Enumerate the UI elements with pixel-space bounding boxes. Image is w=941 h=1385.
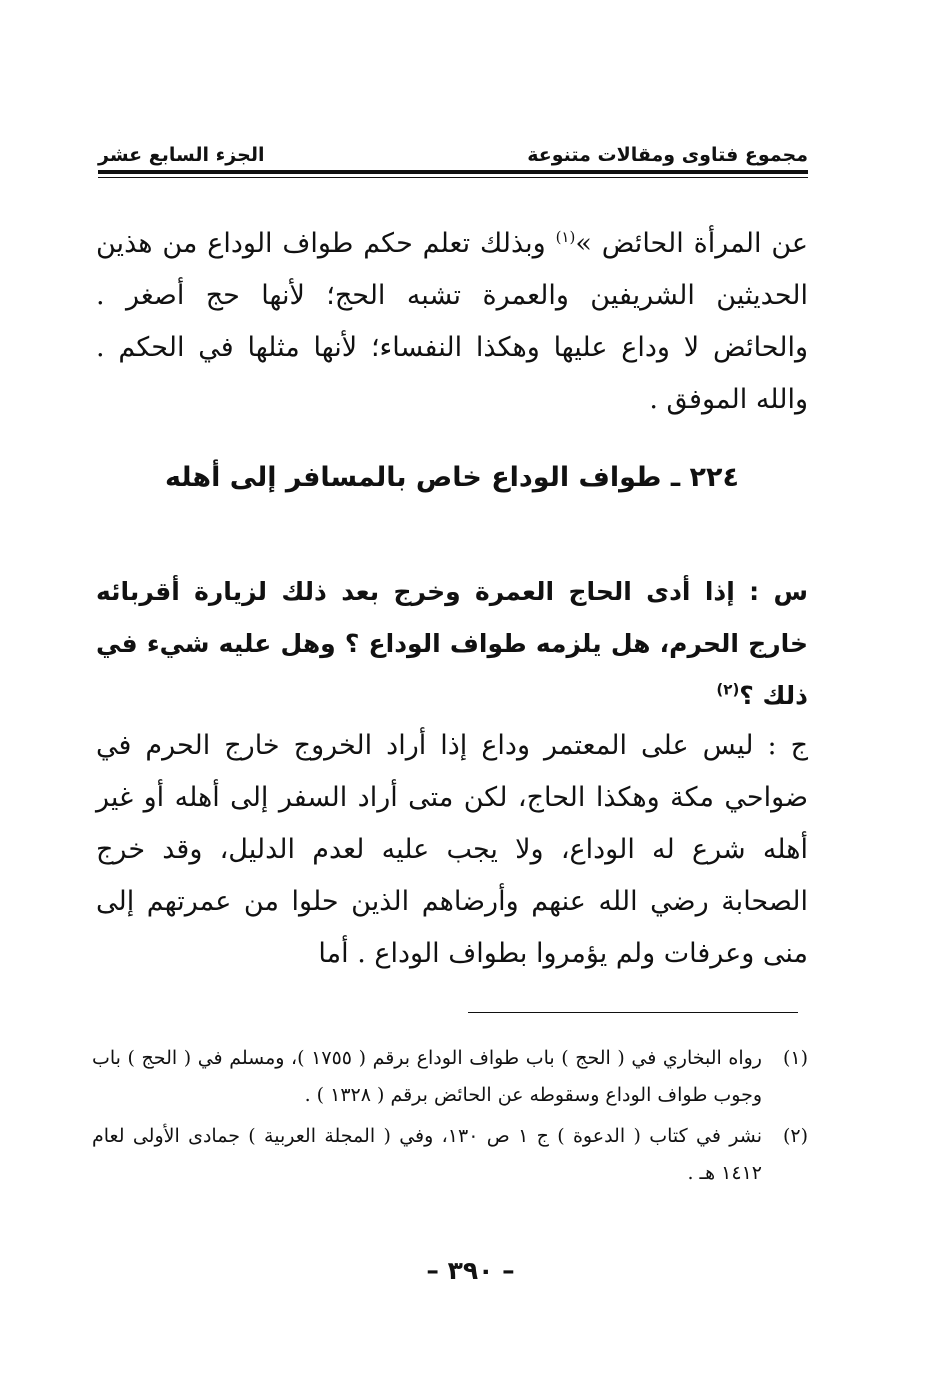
answer-paragraph: ج : ليس على المعتمر وداع إذا أراد الخروج خارج الحرم في ضواحي مكة وهكذا الحاج، لكن متى أراد السفر إلى أهله أو غير أهله شرع له الوداع، ولا يجب عليه لعدم الدليل، وقد خرج الصحابة رضي الله عنهم وأرضاهم الذين حلوا من عمرتهم إلى منى وعرفات ولم يؤمروا بطواف الوداع . أما (96, 730, 808, 969)
footnote-ref-1: (١) (555, 228, 576, 246)
footnote-number: (٢) (782, 1125, 808, 1147)
page-number: – ٣٩٠ – (426, 1256, 515, 1285)
question-text: س : إذا أدى الحاج العمرة وخرج بعد ذلك لزيارة أقربائه خارج الحرم، هل يلزمه طواف الوداع ؟ وهل عليه شيء في ذلك ؟ (96, 577, 808, 710)
paragraph-text-end: وبذلك تعلم حكم طواف الوداع من هذين الحديثين الشريفين والعمرة تشبه الحج؛ لأنها حج أصغر . والحائض لا وداع عليها وهكذا النفساء؛ لأنها مثلها في الحكم . والله الموفق . (96, 228, 808, 415)
section-heading: ٢٢٤ ـ طواف الوداع خاص بالمسافر إلى أهله (165, 462, 739, 493)
paragraph-text-start: عن المرأة الحائض » (575, 228, 808, 259)
question-paragraph (96, 566, 808, 722)
volume-label: الجزء السابع عشر (98, 144, 265, 166)
footnote-1 (92, 1040, 808, 1114)
footnote-separator (468, 1012, 798, 1013)
footnote-2 (92, 1118, 808, 1192)
footnote-number: (١) (782, 1047, 808, 1069)
running-header (98, 136, 808, 166)
footnotes (92, 1040, 808, 1196)
book-title: مجموع فتاوى ومقالات متنوعة (527, 144, 808, 166)
footnote-text: رواه البخاري في ( الحج ) باب طواف الوداع برقم ( ١٧٥٥ )، ومسلم في ( الحج ) باب وجوب طواف الوداع وسقوطه عن الحائض برقم ( ١٣٢٨ ) . (92, 1047, 762, 1106)
footnote-ref-2: (٢) (716, 680, 740, 699)
paragraph-continuation (96, 218, 808, 426)
header-rule-thin (98, 177, 808, 178)
footnote-text: نشر في كتاب ( الدعوة ) ج ١ ص ١٣٠، وفي ( المجلة العربية ) جمادى الأولى لعام ١٤١٢ هـ . (92, 1125, 762, 1184)
header-rule-thick (98, 170, 808, 174)
